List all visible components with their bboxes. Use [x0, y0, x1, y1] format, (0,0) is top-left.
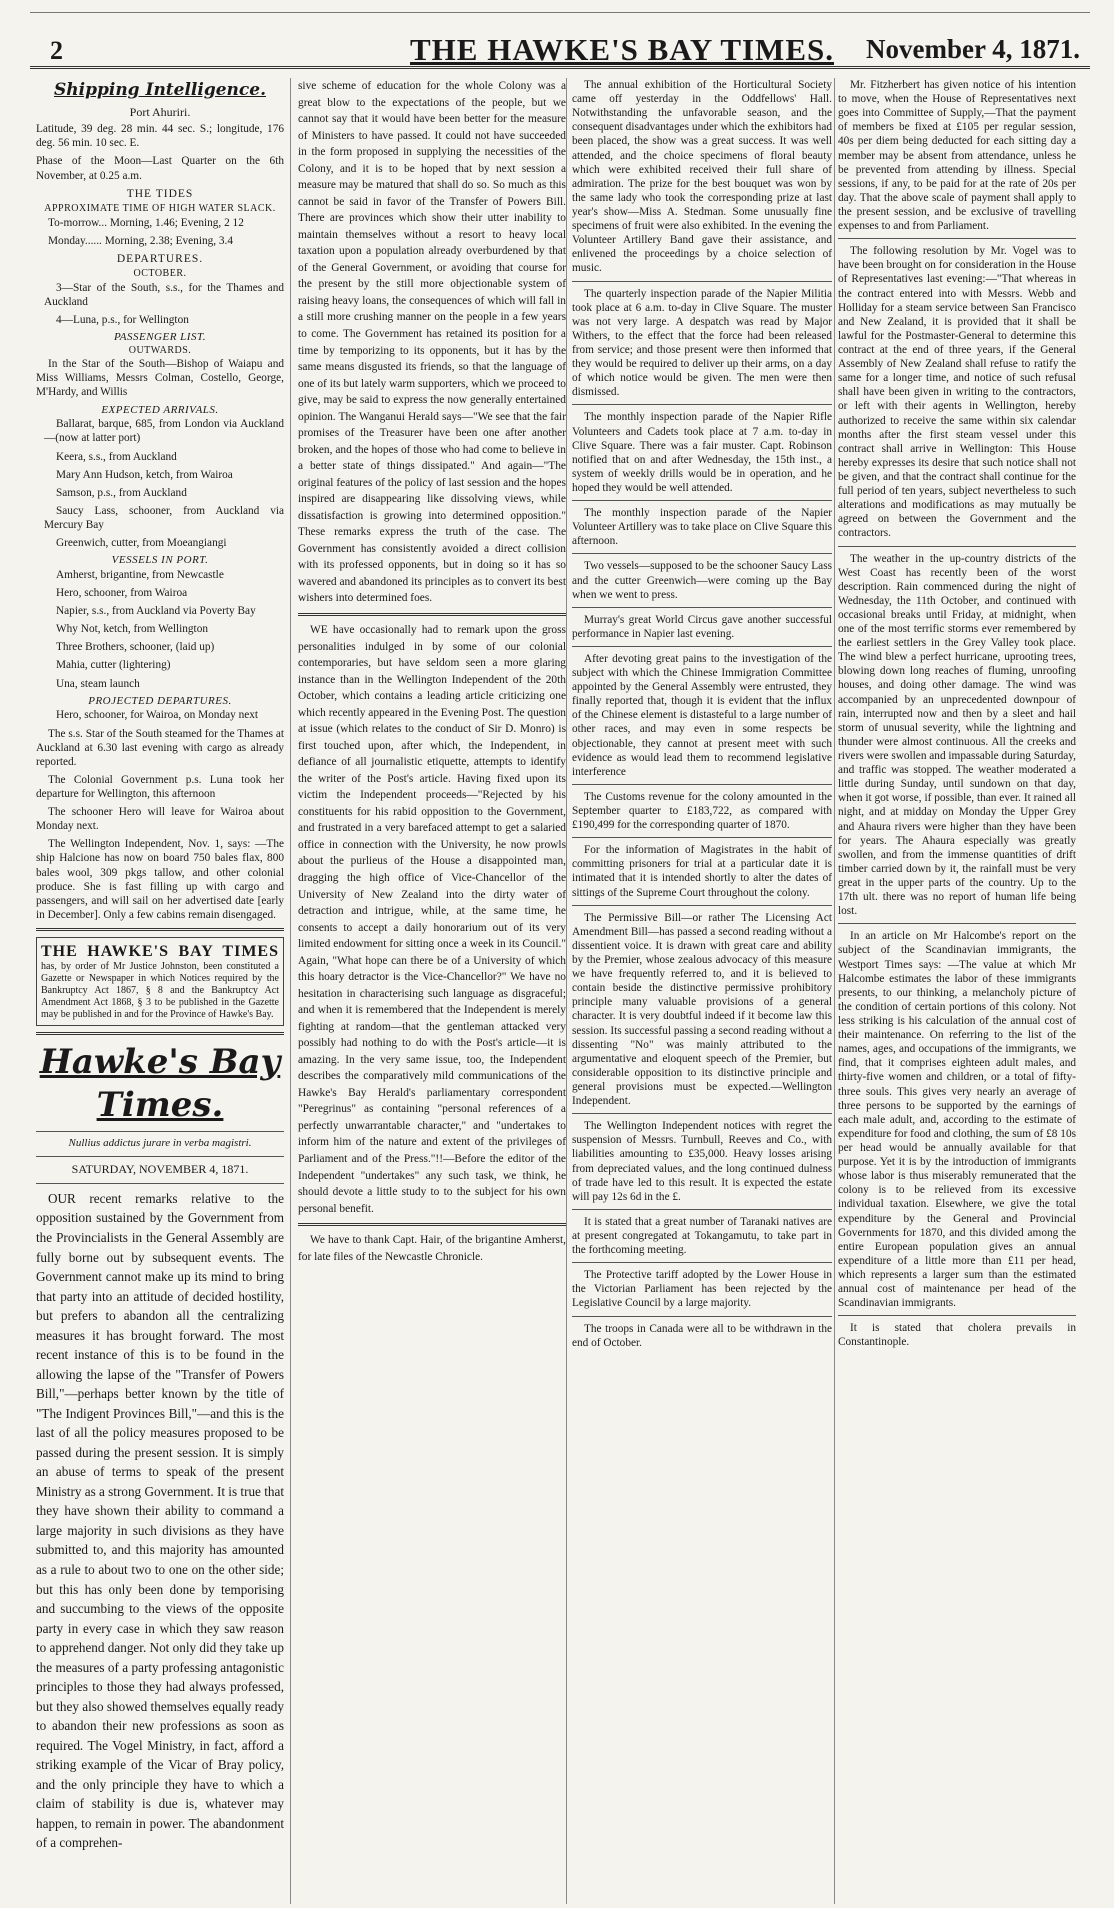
section-rule — [838, 238, 1076, 239]
vessels-heading: VESSELS IN PORT. — [111, 554, 209, 567]
notice-title: THE HAWKE'S BAY TIMES — [41, 942, 279, 960]
section-rule — [298, 613, 566, 616]
vessel-item: Three Brothers, schooner, (laid up) — [56, 641, 215, 654]
section-rule — [298, 1223, 566, 1226]
column-local-news — [566, 78, 838, 1904]
section-rule — [572, 784, 832, 785]
section-rule — [572, 646, 832, 647]
section-rule — [572, 1316, 832, 1317]
section-rule — [36, 1032, 284, 1035]
news-item: The annual exhibition of the Horticultural Society came off yesterday in the Oddfellows' Hall. Notwithstanding the unfavorable season, and the consequent disadvantages under which the exhibitors had been placed, the show was a great success. It was well attended, and the choice specimens of floral beauty which were exhibited received their full share of admiration. The prize for the best bouquet was won by the same lady who took the corresponding prize at last year's show—Miss A. Stedman. Some unusually fine specimens of fruit were also exhibited. In the evening the Volunteer Artillery Band gave their assistance, and enlivened the proceedings by a choice selection of music. — [572, 79, 832, 275]
news-item: The Wellington Independent notices with regret the suspension of Messrs. Turnbull, Reeves and Co., with liabilities amounting to £35,000. Heavy losses arising from depreciated values, and the long continued dulness of trade have led to this result. It is expected the estate will pay 12s 6d in the £. — [572, 1120, 832, 1203]
newspaper-title: THE HAWKE'S BAY TIMES. — [410, 32, 834, 67]
masthead — [30, 0, 1090, 70]
column-general-news — [838, 78, 1076, 1904]
vessel-item: Mahia, cutter (lightering) — [56, 659, 171, 672]
motto: Nullius addictus jurare in verba magistri. — [68, 1137, 252, 1150]
section-rule — [572, 837, 832, 838]
arrival-item: Mary Ann Hudson, ketch, from Wairoa — [56, 468, 233, 481]
arrival-item: Saucy Lass, schooner, from Auckland via Mercury Bay — [44, 504, 284, 531]
section-rule — [36, 1131, 284, 1132]
section-rule — [572, 1262, 832, 1263]
section-rule — [572, 1113, 832, 1114]
news-item: Murray's great World Circus gave another successful performance in Napier last evening. — [572, 613, 832, 640]
news-item: The weather in the up-country districts of the West Coast has recently been of the worst description. Rain commenced during the night of Wednesday, the 11th October, and continued with occasional breaks until Friday, at midnight, when one of the most terrific storms ever remembered by the earliest settlers in the Grey Valley took place. The wind blew a perfect hurricane, uprooting trees, blowing down long reaches of fluming, unroofing houses, and doing other damage. The wind was accompanied by an unprecedented downpour of rain, interrupted now and then by a sleet and hail storm of unusual severity, while the lightning and thunder were almost continuous. All the creeks and rivers were swollen and impassable during Saturday, and traffic was stopped. The weather moderated a little during Sunday, until sundown on that day, when it got worse, if possible, than ever. It rained all night, and at midday on Monday the Upper Grey and Ahaura rivers were higher than they have been for years. The Ahaura especially was greatly swollen, and from the immense quantities of drift timber carried down by it, the rainfall must be very great in the upper parts of the country. Up to the 17th ult. there was no report of human life being lost. — [838, 552, 1076, 918]
latitude-line: Latitude, 39 deg. 28 min. 44 sec. S.; longitude, 176 deg. 56 min. 10 sec. E. — [36, 123, 284, 150]
section-rule — [572, 281, 832, 282]
gazette-notice — [36, 937, 284, 1026]
editorial-dateline: SATURDAY, NOVEMBER 4, 1871. — [71, 1161, 249, 1176]
passenger-item: In the Star of the South—Bishop of Waiapu and Miss Williams, Messrs Colman, Costello, George, M'Hardy, and Willis — [36, 358, 284, 399]
shipping-note: The s.s. Star of the South steamed for the Thames at Auckland at 6.30 last evening with cargo as already reported. — [36, 727, 284, 768]
arrival-item: Greenwich, cutter, from Moeangiangi — [56, 537, 227, 550]
news-item: In an article on Mr Halcombe's report on the subject of the Scandinavian immigrants, the Westport Times says: —The value at which Mr Halcombe estimates the labor of these immigrants presents, to our thinking, a melancholy picture of the condition of certain portions of this colony. Not less striking is his calculation of the annual cost of their maintenance. On referring to the list of the names, ages, and occupations of the immigrants, we find, that it comprises eighteen adult males, and thirty-five women and children, or a total of fifty-three souls. This gives very nearly an average of three persons to be supported by the earnings of each male adult, and, according to the estimate of expenditure for food and clothing, the sum of £8 10s per head would be annually available for that purpose. Yet it is by the introduction of immigrants whose labor is thus miserably remunerated that the colony is to be relieved from its excessive individual taxation. Elsewhere, we give the total expenditure by the General and Provincial Governments for 1870, and this divided among the entire European population gives an annual expenditure of a little more than £11 per head, which represents a larger sum than the estimated annual cost of maintenance per head of the Scandinavian immigrants. — [838, 930, 1076, 1310]
section-rule — [572, 500, 832, 501]
news-item: The quarterly inspection parade of the Napier Militia took place at 6 a.m. to-day in Clive Square. The muster was not very large. A despatch was read by Major Withers, to the effect that the force had been released from service; and those present were then informed that they would be required to deliver up their arms, on a day of which notice would be given. The men were then dismissed. — [572, 287, 832, 399]
news-item: For the information of Magistrates in the habit of committing prisoners for trial at a particular date it is intimated that it is intended shortly to alter the dates of sittings of the Supreme Court throughout the colony. — [572, 844, 832, 899]
news-item: The monthly inspection parade of the Napier Rifle Volunteers and Cadets took place at 7 a.m. to-day in Clive Square. There was a fair muster. Capt. Robinson notified that on and after Wednesday, the 15th inst., a system of weekly drills would be in operation, and he hoped they would be well attended. — [572, 411, 832, 494]
top-rule — [30, 12, 1090, 13]
news-item: Mr. Fitzherbert has given notice of his intention to move, when the House of Representatives next goes into Committee of Supply,—That the payment of members be fixed at £105 per regular session, 40s per diem being deducted for each sitting day a member may be absent from attendance, unless he be prevented from attending by illness. Special sessions, if any, to be paid for at the rate of 20s per day. That the above scale of payment shall apply to the present session, and be exclusive of travelling expenses to and from Parliament. — [838, 79, 1076, 233]
section-rule — [838, 923, 1076, 924]
tides-heading: THE TIDES — [126, 187, 194, 200]
page-number: 2 — [50, 36, 63, 65]
tide-row: To-morrow... Morning, 1.46; Evening, 2 12 — [48, 216, 244, 229]
vessel-item: Hero, schooner, from Wairoa — [56, 587, 188, 600]
expected-heading: EXPECTED ARRIVALS. — [101, 403, 219, 416]
news-item: The Customs revenue for the colony amounted in the September quarter to £183,722, as compared with £190,499 for the corresponding quarter of 1870. — [572, 790, 832, 832]
section-rule — [838, 546, 1076, 547]
departures-heading: DEPARTURES. — [116, 252, 204, 265]
section-rule — [572, 1209, 832, 1210]
column-divider — [290, 78, 291, 1904]
vessel-item: Una, steam launch — [56, 677, 140, 690]
masthead-double-rule — [30, 66, 1090, 69]
port-name: Port Ahuriri. — [129, 105, 191, 120]
news-item: The Permissive Bill—or rather The Licensing Act Amendment Bill—has passed a second reading without a dissentient voice. It is drawn with great care and ability by the Premier, whose zealous advocacy of this measure we have frequently referred to, and it is believed to contain beside the distinctive permissive prohibitory principle many valuable provisions of a general character. It is very doubtful indeed if it become law this session. Its successful passing a second reading without a dissenting "No" was mainly attributed to the argumentative and eloquent speech of the Premier, but considerable opposition to its distinctive principle and general provisions must be expected.—Wellington Independent. — [572, 911, 832, 1108]
issue-date: November 4, 1871. — [866, 34, 1080, 64]
tides-subheading: APPROXIMATE TIME OF HIGH WATER SLACK. — [44, 203, 276, 215]
shipping-heading: Shipping Intelligence. — [54, 80, 266, 100]
arrival-item: Ballarat, barque, 685, from London via Auckland—(now at latter port) — [44, 418, 284, 445]
editorial-title: Hawke's Bay Times. — [39, 1042, 281, 1125]
section-rule — [36, 1156, 284, 1157]
shipping-note: The Wellington Independent, Nov. 1, says: —The ship Halcione has now on board 750 bales flax, 800 bales wool, 309 pkgs tallow, and other colonial produce. She is fast filling up with cargo and passengers, and will sail on her advertised date [early in December]. Only a few cabins remain disengaged. — [36, 838, 284, 921]
section-rule — [838, 1315, 1076, 1316]
moon-phase: Phase of the Moon—Last Quarter on the 6th November, at 0.25 a.m. — [36, 155, 284, 182]
arrival-item: Samson, p.s., from Auckland — [56, 486, 187, 499]
column-shipping — [36, 78, 284, 1904]
vessel-item: Napier, s.s., from Auckland via Poverty Bay — [56, 605, 256, 618]
section-rule — [572, 553, 832, 554]
section-rule — [572, 905, 832, 906]
section-rule — [572, 607, 832, 608]
leading-article: OUR recent remarks relative to the opposition sustained by the Government from the Provincialists in the General Assembly are fully borne out by subsequent events. The Government cannot make up its mind to bring that party into an attitude of decided hostility, but prefers to abandon all the centralizing measures it has brought forward. The most recent instance of this is to be found in the allowing the lapse of the "Transfer of Powers Bill,"—perhaps better known by the title of "The Indigent Provinces Bill,"—and this is the last of all the policy measures proposed to be passed during the present session. It is simply an abuse of terms to speak of the present Ministry as a strong Government. It is true that they have shown their ability to command a large majority in such divisions as they have submitted to, and this majority has amounted as a rule to about two to one on the other side; but this has only been done by temporising and succumbing to the views of the opposite party in every case in which they saw reason to apprehend danger. Not only did they take up the measures of a party professing antagonistic principles to those they had always professed, but they also showed themselves equally ready to abandon their new professions as soon as required. The Vogel Ministry, in fact, afford a striking example of the Vicar of Bray policy, and the only principle they have to which a claim of stability is due is, whatever may happen, to remain in power. The abandonment of a comprehen- — [36, 1190, 284, 1851]
section-rule — [36, 928, 284, 931]
news-item: The monthly inspection parade of the Napier Volunteer Artillery was to take place on Clive Square this afternoon. — [572, 507, 832, 548]
news-item: It is stated that a great number of Taranaki natives are at present congregated at Tokangamutu, to take part in the forthcoming meeting. — [572, 1215, 832, 1257]
projected-heading: PROJECTED DEPARTURES. — [88, 694, 232, 707]
editorial-continued: sive scheme of education for the whole Colony was a great blow to the expectations of the people, but we cannot say that it would have been better for the measure of Ministers to have passed. It could not have succeeded in the form proposed in supplying the necessities of the Colony, and it is to be hoped that by next session a measure may be matured that shall do so. So much as this cannot be said in favor of the Transfer of Powers Bill. There are provinces which show their utter inability to maintain themselves without a resort to heavy local taxation upon a population already overburdened by that of the General Government, or avoiding that course for the present by the still more objectionable system of raising heavy loans, the consequences of which will fall in a still more crushing manner on the people in a few years to come. The Government has retained its position for a time by temporizing to its opponents, but it has by the same means disgusted its friends, so that the language of one of its but lately warm supporters, which we proceed to give, may be said to express the now generally entertained opinion. The Wanganui Herald says—"We see that the fair promises of the Treasurer have been one after another broken, and the hopes of those who had come to believe in a better state of things dissipated." And again—"The original features of the policy of last session and the hopes inspired are disappearing like dissolving views, while dissatisfaction is growing into determined opposition." These remarks express the truth of the case. The Government has consistently avoided a direct collision with its professed opponents, but in doing so it has so wavered and abandoned its principles as to convert its best wishers into determined foes. — [298, 80, 566, 605]
news-item: It is stated that cholera prevails in Constantinople. — [838, 1322, 1076, 1349]
shipping-note: The Colonial Government p.s. Luna took her departure for Wellington, this afternoon — [36, 773, 284, 800]
notice-body: has, by order of Mr Justice Johnston, been constituted a Gazette or Newspaper in which Notices required by the Bankruptcy Act 1867, § 8 and the Bankruptcy Act Amendment Act 1868, § 3 to be published in the Gazette may be published in and for the Province of Hawke's Bay. — [41, 961, 279, 1021]
shipping-note: The schooner Hero will leave for Wairoa about Monday next. — [36, 806, 284, 833]
passenger-heading: PASSENGER LIST. — [113, 330, 207, 343]
section-rule — [36, 1183, 284, 1184]
news-item: The following resolution by Mr. Vogel was to have been brought on for consideration in the House of Representatives last evening:—"That whereas in the contract entered into with Messrs. Webb and Holliday for a steam service between San Francisco and New Zealand, it is provided that it shall be lawful for the Postmaster-General to determine this contract at the end of three years, if the General Assembly of New Zealand shall refuse to ratify the same for a longer time, and notice of such refusal shall have been given in writing to the contractors, or left with their agents in Wellington, hereby authorized to receive the same within six calendar months after the first steam vessel under this contract shall arrive in Wellington: This House hereby expresses its desire that such notice shall not be given, and that the contract shall continue for the full period of ten years, subject nevertheless to such alterations and modifications as may mutually be agreed on between the Government and the contractors. — [838, 245, 1076, 540]
month-label: OCTOBER. — [133, 268, 187, 280]
vessel-item: Why Not, ketch, from Wellington — [56, 623, 208, 636]
vessel-item: Amherst, brigantine, from Newcastle — [56, 568, 224, 581]
projected-item: Hero, schooner, for Wairoa, on Monday next — [56, 709, 259, 722]
departure-item: 4—Luna, p.s., for Wellington — [56, 313, 189, 326]
arrival-item: Keera, s.s., from Auckland — [56, 450, 177, 463]
editorial-thanks: We have to thank Capt. Hair, of the brigantine Amherst, for late files of the Newcastle Chronicle. — [298, 1234, 566, 1263]
editorial-independent: WE have occasionally had to remark upon the gross personalities indulged in by some of our colonial contemporaries, but have seldom seen a more glaring instance than in the Wellington Independent of the 20th October, which contains a leading article criticizing one which recently appeared in the Evening Post. The question at issue (which relates to the conduct of Sir D. Monro) is first touched upon, after which, the Independent, in defiance of all journalistic etiquette, attempts to identify the writer of the Post's article. Having fixed upon its victim the Independent proceeds—"Rejected by his constituents for his rabid opposition to the Government, and frustrated in a very barefaced attempt to get a salaried office in connection with the University, he now prowls about the purlieus of the House a disappointed man, dragging the high office of Vice-Chancellor of the University of New Zealand into the dirty water of detraction and intrigue, while, at the same time, he consents to accept a daily honorarium out of its very limited endowment for sitting once a week in its Council." Again, "What hope can there be of a University of which this hoary detractor is the Vice-Chancellor?" We have no hesitation in characterising such language as disgraceful; and when it is remembered that the Independent is merely fighting at random—that the gentleman attacked very possibly had nothing to do with the Post's article—it is amazing. In the very same issue, too, the Independent describes the comparatively mild communications of the Hawke's Bay Herald's parliamentary correspondent "Peregrinus" as containing "personal references of a perfectly unwarrantable character," and "undertakes to inform him of the nature and extent of the privileges of Parliament and of the Press."!!—Before the editor of the Independent "undertakes" any such task, we think, he should devote a little study to to the subject for his own personal benefit. — [298, 624, 566, 1215]
news-item: After devoting great pains to the investigation of the subject with which the Chinese Immigration Committee appointed by the General Assembly were entrusted, they finally reported that, though it is evident that the influx of the Chinese element is distasteful to a large number of other races, and may even in some respects be objectionable, they cannot at present meet with such evidence as would lead them to recommend legislative interference — [572, 652, 832, 778]
section-rule — [572, 404, 832, 405]
news-item: The Protective tariff adopted by the Lower House in the Victorian Parliament has been rejected by the Legislative Council by a large majority. — [572, 1269, 832, 1310]
tide-row: Monday...... Morning, 2.38; Evening, 3.4 — [48, 234, 234, 247]
outwards-label: OUTWARDS. — [128, 344, 192, 356]
departure-item: 3—Star of the South, s.s., for the Thames and Auckland — [44, 281, 284, 308]
news-item: Two vessels—supposed to be the schooner Saucy Lass and the cutter Greenwich—were coming up the Bay when we went to press. — [572, 560, 832, 601]
news-item: The troops in Canada were all to be withdrawn in the end of October. — [572, 1322, 832, 1349]
column-editorial — [298, 78, 566, 1904]
